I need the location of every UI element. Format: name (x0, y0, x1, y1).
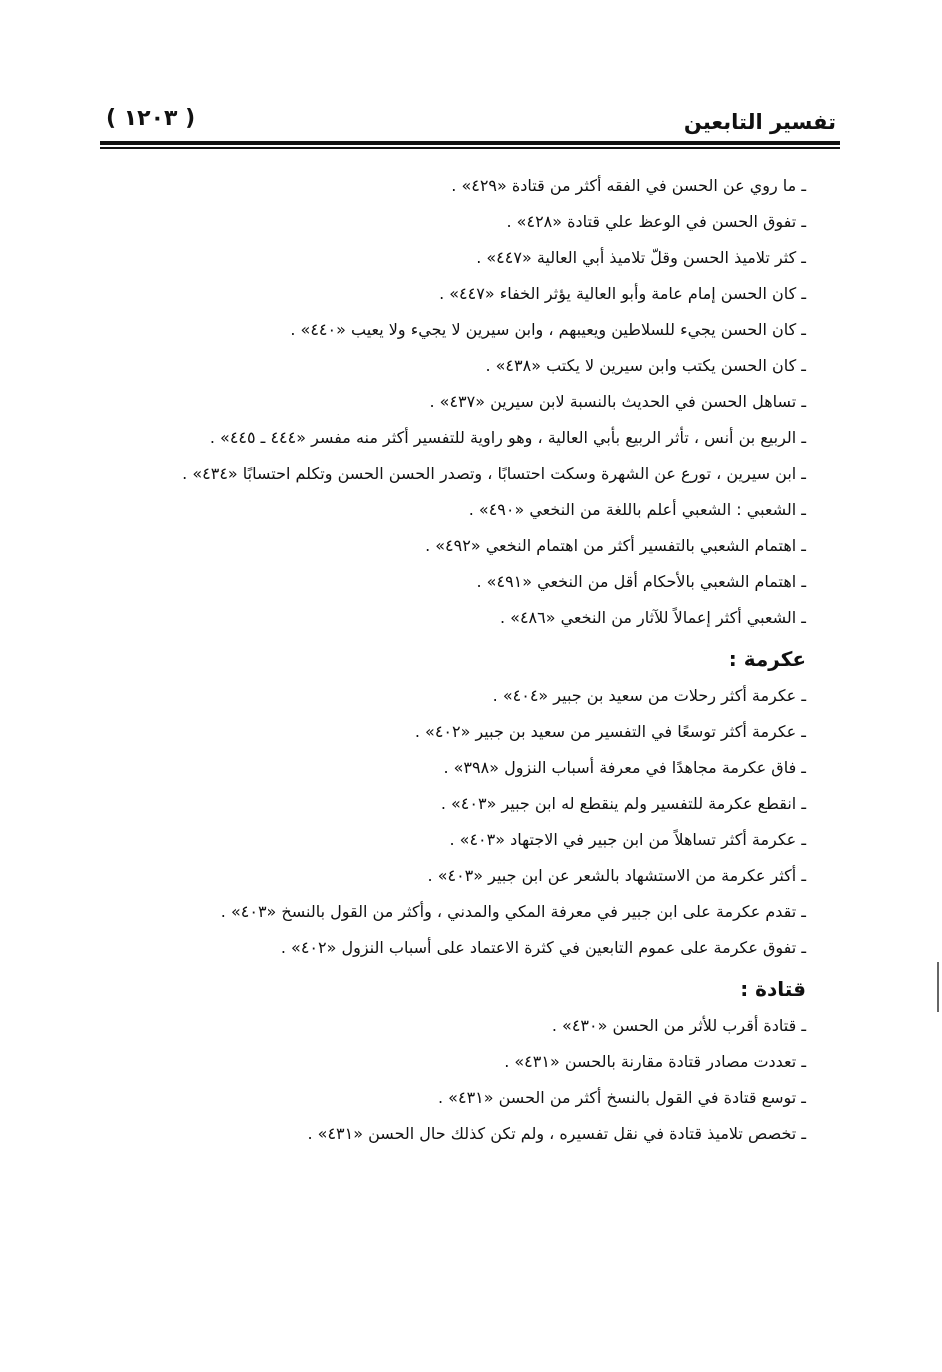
list-item: ـ توسع قتادة في القول بالنسخ أكثر من الحسن «٤٣١» . (438, 1088, 806, 1107)
list-item: ـ اهتمام الشعبي بالتفسير أكثر من اهتمام النخعي «٤٩٢» . (425, 536, 806, 555)
list-item: ـ كان الحسن يكتب وابن سيرين لا يكتب «٤٣٨» . (485, 356, 806, 375)
list-item: ـ تعددت مصادر قتادة مقارنة بالحسن «٤٣١» . (504, 1052, 806, 1071)
list-item: ـ عكرمة أكثر تساهلاً من ابن جبير في الاجتهاد «٤٠٣» . (449, 830, 806, 849)
list-item: ـ عكرمة أكثر توسعًا في التفسير من سعيد بن جبير «٤٠٢» . (414, 722, 806, 741)
page-body (100, 168, 806, 1152)
list-item: ـ تخصص تلاميذ قتادة في نقل تفسيره ، ولم تكن كذلك حال الحسن «٤٣١» . (307, 1124, 806, 1143)
list-item: ـ كان الحسن إمام عامة وأبو العالية يؤثر الخفاء «٤٤٧» . (439, 284, 806, 303)
section-heading-ikrima: عكرمة : (728, 647, 806, 671)
hasan-comparison-list (100, 168, 806, 636)
list-item: ـ تساهل الحسن في الحديث بالنسبة لابن سيرين «٤٣٧» . (429, 392, 806, 411)
qatada-comparison-list (100, 1008, 806, 1152)
ikrima-comparison-list (100, 678, 806, 966)
list-item: ـ انقطع عكرمة للتفسير ولم ينقطع له ابن جبير «٤٠٣» . (440, 794, 806, 813)
list-item: ـ الشعبي : الشعبي أعلم باللغة من النخعي «٤٩٠» . (468, 500, 806, 519)
list-item: ـ تفوق الحسن في الوعظ علي قتادة «٤٢٨» . (506, 212, 806, 231)
page-header (100, 104, 840, 140)
list-item: ـ عكرمة أكثر رحلات من سعيد بن جبير «٤٠٤» . (492, 686, 806, 705)
list-item: ـ اهتمام الشعبي بالأحكام أقل من النخعي «٤٩١» . (476, 572, 806, 591)
list-item: ـ أكثر عكرمة من الاستشهاد بالشعر عن ابن جبير «٤٠٣» . (427, 866, 806, 885)
list-item: ـ فاق عكرمة مجاهدًا في معرفة أسباب النزول «٣٩٨» . (443, 758, 806, 777)
page-number: ( ١٢٠٣ ) (106, 106, 196, 131)
header-rule-thin (100, 147, 840, 149)
list-item: ـ تفوق عكرمة على عموم التابعين في كثرة الاعتماد على أسباب النزول «٤٠٢» . (280, 938, 806, 957)
list-item: ـ كان الحسن يجيء للسلاطين ويعيبهم ، وابن سيرين لا يجيء ولا يعيب «٤٤٠» . (290, 320, 806, 339)
header-rule-thick (100, 141, 840, 145)
list-item: ـ كثر تلاميذ الحسن وقلّ تلاميذ أبي العالية «٤٤٧» . (476, 248, 806, 267)
list-item: ـ تقدم عكرمة على ابن جبير في معرفة المكي والمدني ، وأكثر من القول بالنسخ «٤٠٣» . (220, 902, 806, 921)
section-heading-qatada: قتادة : (740, 977, 806, 1001)
scan-edge-mark (937, 962, 939, 1012)
list-item: ـ ابن سيرين ، تورع عن الشهرة وسكت احتسابًا ، وتصدر الحسن الحسن وتكلم احتسابًا «٤٣٤» . (182, 464, 806, 483)
list-item: ـ ما روي عن الحسن في الفقه أكثر من قتادة «٤٢٩» . (451, 176, 806, 195)
list-item: ـ الربيع بن أنس ، تأثر الربيع بأبي العالية ، وهو راوية للتفسير أكثر منه مفسر «٤٤٤ ـ ٤٤٥» . (209, 428, 806, 447)
running-title: تفسير التابعين (683, 110, 836, 134)
list-item: ـ الشعبي أكثر إعمالاً للآثار من النخعي «٤٨٦» . (499, 608, 806, 627)
list-item: ـ قتادة أقرب للأثر من الحسن «٤٣٠» . (551, 1016, 806, 1035)
